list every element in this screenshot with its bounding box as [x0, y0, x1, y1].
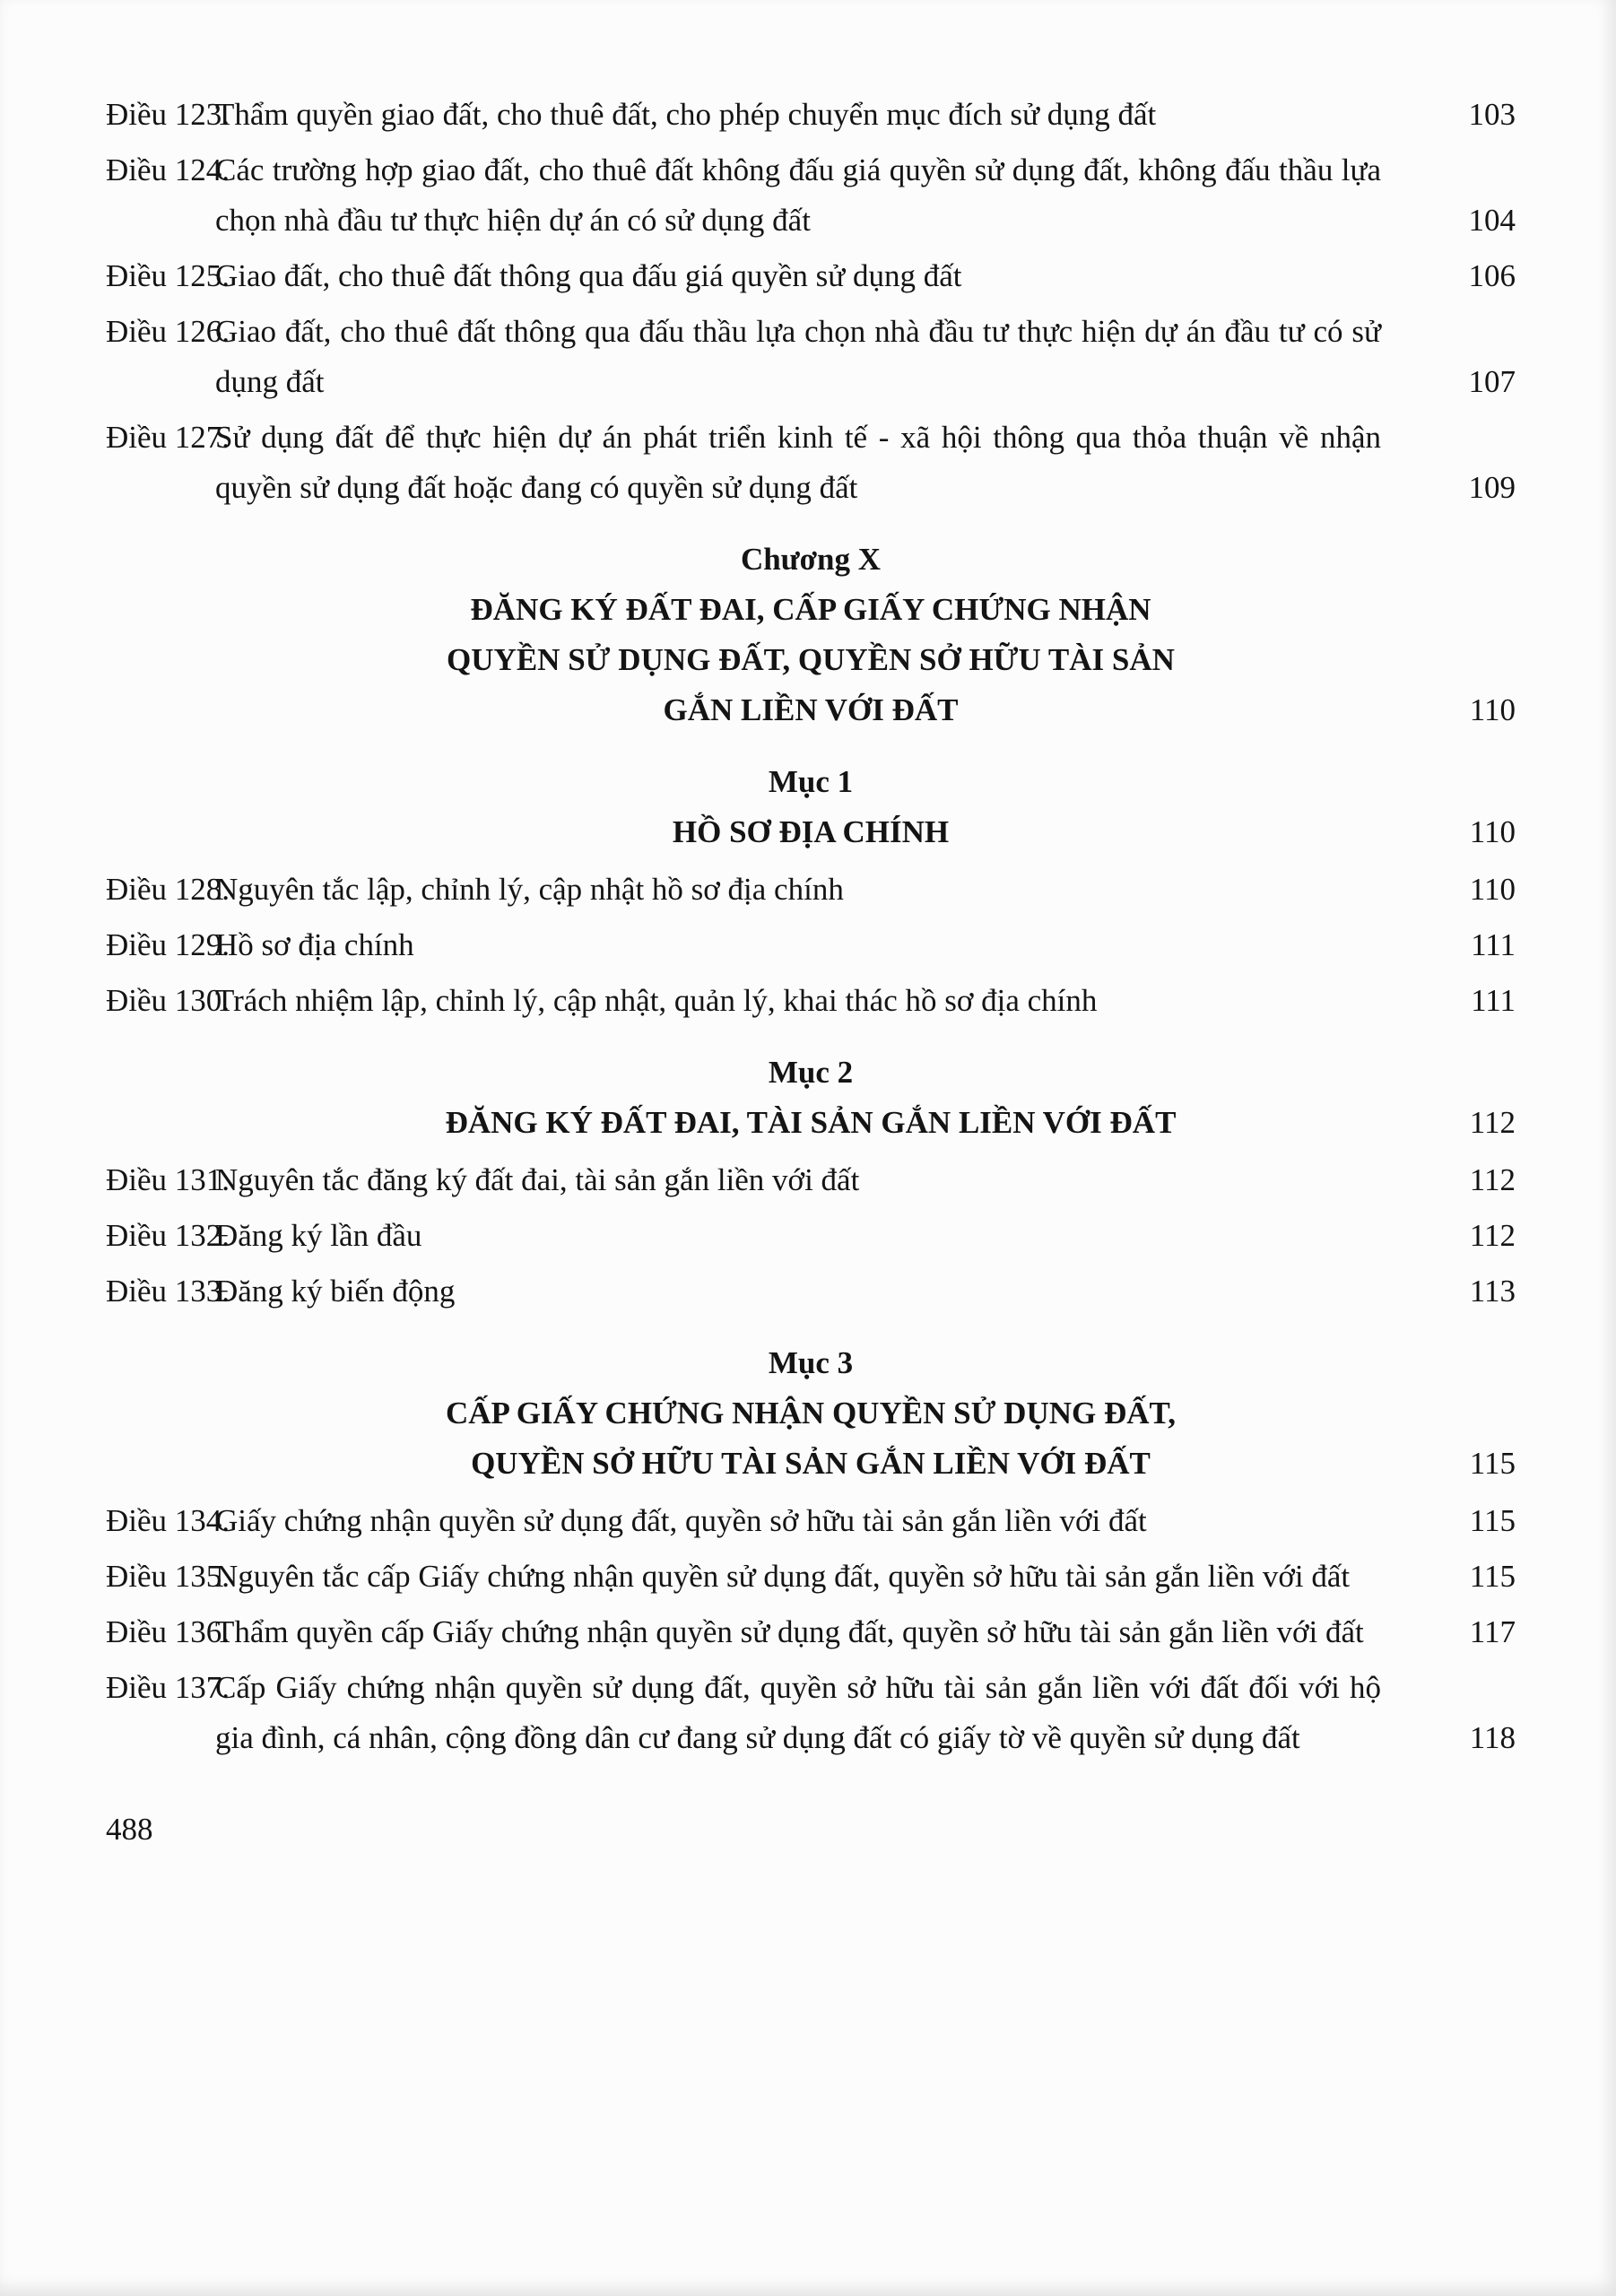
section-kicker: Mục 2 [768, 1055, 854, 1090]
article-title: Giấy chứng nhận quyền sử dụng đất, quyền sở hữu tài sản gắn liền với đất [215, 1503, 1147, 1538]
article-label: Điều 132. [106, 1218, 230, 1253]
article-label: Điều 131. [106, 1162, 230, 1197]
page-number: 112 [1469, 1162, 1516, 1197]
toc-entry-article-133 [106, 1266, 1516, 1317]
page-number: 107 [1468, 364, 1516, 399]
section-title-line: ĐĂNG KÝ ĐẤT ĐAI, TÀI SẢN GẮN LIỀN VỚI ĐẤT [445, 1105, 1177, 1140]
article-label: Điều 123. [106, 97, 230, 132]
page-number: 115 [1469, 1559, 1516, 1594]
article-label: Điều 128. [106, 872, 230, 907]
chapter-kicker: Chương X [740, 542, 882, 577]
page-number: 112 [1469, 1105, 1516, 1140]
toc-entry-article-125 [106, 251, 1516, 301]
chapter-title-line: QUYỀN SỬ DỤNG ĐẤT, QUYỀN SỞ HỮU TÀI SẢN [447, 642, 1175, 677]
article-label: Điều 137. [106, 1670, 230, 1705]
article-title: Nguyên tắc đăng ký đất đai, tài sản gắn liền với đất [215, 1162, 860, 1197]
page-number: 115 [1469, 1503, 1516, 1538]
toc-entry-article-124 [106, 145, 1516, 246]
section-title-line: QUYỀN SỞ HỮU TÀI SẢN GẮN LIỀN VỚI ĐẤT [471, 1446, 1151, 1481]
page-number: 106 [1468, 258, 1516, 293]
article-label: Điều 135. [106, 1559, 230, 1594]
page-number: 103 [1468, 97, 1516, 132]
article-label: Điều 136. [106, 1614, 230, 1649]
article-label: Điều 130. [106, 983, 230, 1018]
toc-entry-article-137 [106, 1663, 1516, 1763]
article-label: Điều 127. [106, 420, 230, 455]
toc-entry-article-123 [106, 90, 1516, 140]
article-title: Nguyên tắc lập, chỉnh lý, cập nhật hồ sơ địa chính [215, 872, 844, 907]
toc-entry-article-128 [106, 865, 1516, 915]
toc-entry-article-136 [106, 1607, 1516, 1657]
toc-entry-article-131 [106, 1155, 1516, 1205]
toc-entry-article-130 [106, 976, 1516, 1026]
section-title-line: HỒ SƠ ĐỊA CHÍNH [672, 814, 950, 849]
article-label: Điều 133. [106, 1274, 230, 1309]
article-title: Nguyên tắc cấp Giấy chứng nhận quyền sử dụng đất, quyền sở hữu tài sản gắn liền với đất [215, 1559, 1351, 1594]
folio-page-number: 488 [106, 1812, 153, 1847]
article-title: Thẩm quyền cấp Giấy chứng nhận quyền sử dụng đất, quyền sở hữu tài sản gắn liền với đất [215, 1614, 1364, 1649]
article-title: Giao đất, cho thuê đất thông qua đấu giá quyền sử dụng đất [215, 258, 962, 293]
page-number: 111 [1471, 983, 1516, 1018]
chapter-title-line: GẮN LIỀN VỚI ĐẤT [663, 692, 959, 727]
article-title: Cấp Giấy chứng nhận quyền sử dụng đất, quyền sở hữu tài sản gắn liền với đất đối với hộ gia đình, cá nhân, cộng đồng dân cư đang sử dụng đất có giấy tờ về quyền sử dụng đất [215, 1670, 1381, 1755]
toc-entry-article-134 [106, 1496, 1516, 1546]
page-number: 111 [1471, 927, 1516, 962]
page-number: 110 [1469, 692, 1516, 727]
page-number: 117 [1469, 1614, 1516, 1649]
section-heading-muc-3 [106, 1338, 1516, 1489]
article-title: Đăng ký lần đầu [215, 1218, 422, 1253]
page-number: 113 [1469, 1274, 1516, 1309]
toc-entry-article-135 [106, 1552, 1516, 1602]
article-label: Điều 134. [106, 1503, 230, 1538]
article-title: Giao đất, cho thuê đất thông qua đấu thầu lựa chọn nhà đầu tư thực hiện dự án đầu tư có sử dụng đất [215, 314, 1381, 399]
page-number: 112 [1469, 1218, 1516, 1253]
article-label: Điều 126. [106, 314, 230, 349]
toc-entry-article-129 [106, 920, 1516, 970]
chapter-heading-x [106, 535, 1516, 735]
chapter-title-line: ĐĂNG KÝ ĐẤT ĐAI, CẤP GIẤY CHỨNG NHẬN [470, 592, 1151, 627]
page-number: 109 [1468, 470, 1516, 505]
article-title: Thẩm quyền giao đất, cho thuê đất, cho phép chuyển mục đích sử dụng đất [215, 97, 1157, 132]
page-number: 115 [1469, 1446, 1516, 1481]
section-heading-muc-1 [106, 757, 1516, 857]
section-kicker: Mục 1 [768, 764, 854, 799]
page-number: 118 [1469, 1720, 1516, 1755]
toc-entry-article-126 [106, 307, 1516, 407]
toc-entry-article-127 [106, 413, 1516, 513]
article-label: Điều 124. [106, 152, 230, 187]
page-number: 110 [1469, 814, 1516, 849]
page-number: 104 [1468, 203, 1516, 238]
section-heading-muc-2 [106, 1048, 1516, 1148]
section-title-line: CẤP GIẤY CHỨNG NHẬN QUYỀN SỬ DỤNG ĐẤT, [445, 1396, 1177, 1431]
article-title: Trách nhiệm lập, chỉnh lý, cập nhật, quản lý, khai thác hồ sơ địa chính [215, 983, 1098, 1018]
article-title: Đăng ký biến động [215, 1274, 456, 1309]
article-title: Hồ sơ địa chính [215, 927, 414, 962]
toc-entry-article-132 [106, 1211, 1516, 1261]
article-title: Các trường hợp giao đất, cho thuê đất không đấu giá quyền sử dụng đất, không đấu thầu lựa chọn nhà đầu tư thực hiện dự án có sử dụng đất [215, 152, 1381, 238]
article-label: Điều 129. [106, 927, 230, 962]
article-label: Điều 125. [106, 258, 230, 293]
article-title: Sử dụng đất để thực hiện dự án phát triển kinh tế - xã hội thông qua thỏa thuận về nhận quyền sử dụng đất hoặc đang có quyền sử dụng đất [215, 420, 1381, 505]
page-number: 110 [1469, 872, 1516, 907]
section-kicker: Mục 3 [768, 1345, 854, 1380]
